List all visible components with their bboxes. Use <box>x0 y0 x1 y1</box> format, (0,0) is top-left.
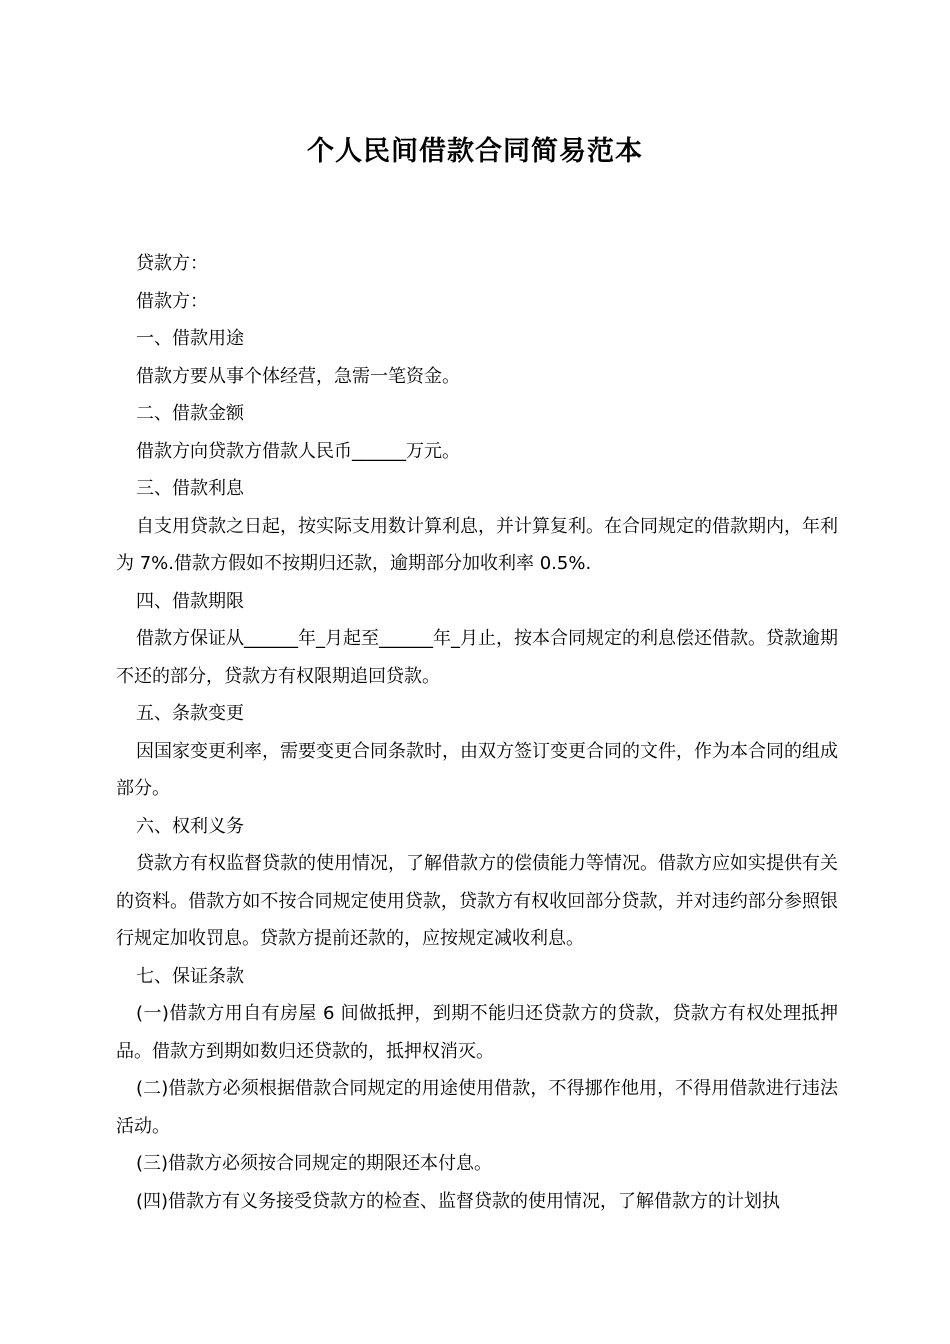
document-body <box>116 245 838 1220</box>
guarantee-clause-3: (三)借款方必须按合同规定的期限还本付息。 <box>136 1153 493 1174</box>
lender-field: 贷款方： <box>136 253 208 274</box>
guarantee-clause-2: (二)借款方必须根据借款合同规定的用途使用借款，不得挪作他用，不得用借款进行违法活动。 <box>116 1078 838 1137</box>
section-heading-interest: 三、借款利息 <box>136 478 244 499</box>
section-body-changes: 因国家变更利率，需要变更合同条款时，由双方签订变更合同的文件，作为本合同的组成部分。 <box>116 740 838 799</box>
section-heading-changes: 五、条款变更 <box>136 703 244 724</box>
section-body-interest: 自支用贷款之日起，按实际支用数计算利息，并计算复利。在合同规定的借款期内，年利为 7%.借款方假如不按期归还款，逾期部分加收利率 0.5%. <box>116 515 838 574</box>
section-body-term: 借款方保证从______年_月起至______年_月止，按本合同规定的利息偿还借款。贷款逾期不还的部分，贷款方有权限期追回贷款。 <box>116 628 838 687</box>
section-heading-purpose: 一、借款用途 <box>136 328 244 349</box>
section-heading-amount: 二、借款金额 <box>136 403 244 424</box>
section-heading-rights: 六、权利义务 <box>136 815 244 837</box>
section-body-amount: 借款方向贷款方借款人民币______万元。 <box>136 440 460 462</box>
borrower-field: 借款方： <box>136 290 208 312</box>
section-heading-term: 四、借款期限 <box>136 590 244 612</box>
guarantee-clause-4: (四)借款方有义务接受贷款方的检查、监督贷款的使用情况，了解借款方的计划执 <box>136 1190 781 1212</box>
section-heading-guarantee: 七、保证条款 <box>136 965 244 987</box>
guarantee-clause-1: (一)借款方用自有房屋 6 间做抵押，到期不能归还贷款方的贷款，贷款方有权处理抵押品。借款方到期如数归还贷款的，抵押权消灭。 <box>116 1003 838 1062</box>
section-body-rights: 贷款方有权监督贷款的使用情况，了解借款方的偿债能力等情况。借款方应如实提供有关的资料。借款方如不按合同规定使用贷款，贷款方有权收回部分贷款，并对违约部分参照银行规定加收罚息。贷款方提前还款的，应按规定减收利息。 <box>116 853 838 949</box>
document-title: 个人民间借款合同简易范本 <box>307 136 643 167</box>
section-body-purpose: 借款方要从事个体经营，急需一笔资金。 <box>136 365 460 387</box>
